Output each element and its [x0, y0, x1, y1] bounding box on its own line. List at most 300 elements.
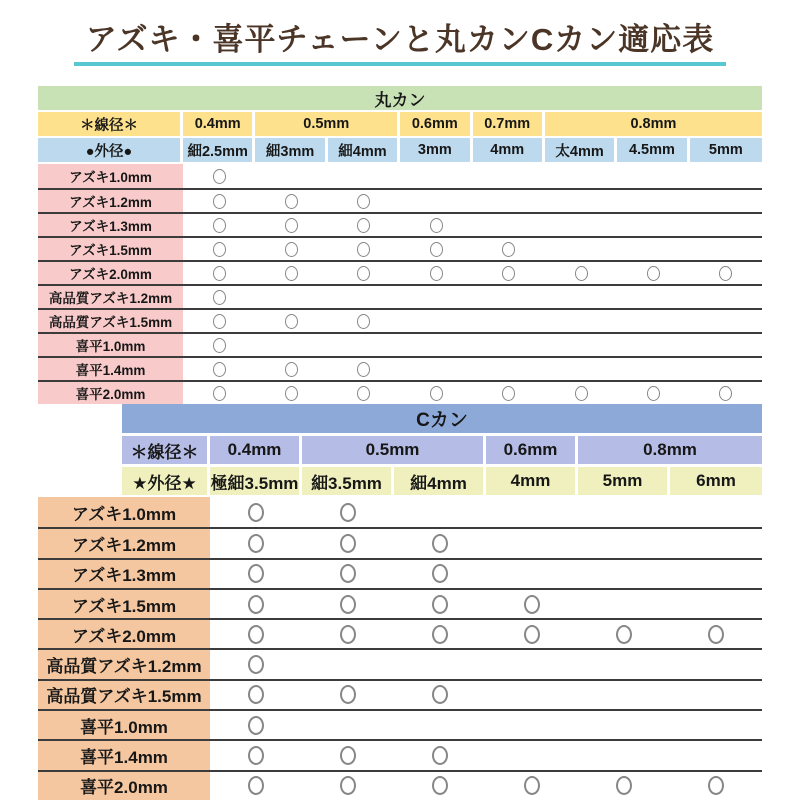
row-data: [210, 681, 762, 709]
compatible-circle-icon: [357, 218, 370, 233]
row-data: [183, 334, 762, 356]
table-row: [38, 497, 762, 527]
c-outer-diameter-row: [122, 467, 762, 495]
compat-cell: [617, 164, 689, 188]
table-row: [38, 558, 762, 588]
row-label: 喜平1.4mm: [38, 741, 210, 769]
compat-cell: [670, 650, 762, 678]
compatible-circle-icon: [340, 746, 356, 765]
row-label: 喜平1.0mm: [38, 334, 183, 356]
compat-cell: [255, 334, 327, 356]
compat-cell: [578, 741, 670, 769]
compat-cell: [400, 262, 472, 284]
compatible-circle-icon: [502, 266, 515, 281]
compat-cell: [183, 164, 255, 188]
compat-cell: [328, 164, 400, 188]
c-table-body: [38, 497, 762, 800]
maru-outer-diameter-cells: [183, 138, 762, 162]
compat-cell: [210, 772, 302, 800]
compatible-circle-icon: [357, 194, 370, 209]
compatible-circle-icon: [213, 338, 226, 353]
compat-cell: [473, 214, 545, 236]
compatible-circle-icon: [502, 386, 515, 401]
compatible-circle-icon: [357, 266, 370, 281]
compat-cell: [302, 529, 394, 557]
row-label: 喜平2.0mm: [38, 382, 183, 404]
compat-cell: [617, 334, 689, 356]
table-row: [38, 332, 762, 356]
compatible-circle-icon: [647, 386, 660, 401]
compat-cell: [210, 711, 302, 739]
compat-cell: [690, 214, 762, 236]
compat-cell: [486, 681, 578, 709]
compat-cell: [255, 358, 327, 380]
compat-cell: [545, 310, 617, 332]
compatible-circle-icon: [524, 595, 540, 614]
maru-outer-diameter-header: ●外径●: [38, 138, 183, 162]
compat-cell: [473, 358, 545, 380]
compatible-circle-icon: [340, 685, 356, 704]
compat-cell: [486, 590, 578, 618]
compatible-circle-icon: [340, 503, 356, 522]
compat-cell: [578, 590, 670, 618]
compatible-circle-icon: [340, 776, 356, 795]
compat-cell: [210, 590, 302, 618]
compatible-circle-icon: [248, 655, 264, 674]
c-wire-diameter-cells: [210, 436, 762, 464]
compat-cell: [400, 214, 472, 236]
row-data: [210, 711, 762, 739]
compatible-circle-icon: [213, 290, 226, 305]
outer-size-cell: 細2.5mm: [183, 138, 255, 162]
compat-cell: [328, 262, 400, 284]
outer-size-cell: 極細3.5mm: [210, 467, 302, 495]
row-label: 喜平1.0mm: [38, 711, 210, 739]
compat-cell: [486, 497, 578, 527]
compat-cell: [670, 497, 762, 527]
compat-cell: [617, 310, 689, 332]
compatible-circle-icon: [357, 242, 370, 257]
wire-size-cell: 0.4mm: [183, 112, 255, 136]
compatible-circle-icon: [524, 625, 540, 644]
compatible-circle-icon: [213, 362, 226, 377]
compat-cell: [394, 741, 486, 769]
compat-cell: [690, 358, 762, 380]
compatible-circle-icon: [708, 625, 724, 644]
compat-cell: [394, 529, 486, 557]
compat-cell: [617, 286, 689, 308]
compatible-circle-icon: [248, 716, 264, 735]
row-label: 高品質アズキ1.5mm: [38, 681, 210, 709]
compat-cell: [183, 190, 255, 212]
compatible-circle-icon: [432, 685, 448, 704]
compat-cell: [473, 382, 545, 404]
compat-cell: [255, 382, 327, 404]
row-data: [210, 741, 762, 769]
compat-cell: [473, 310, 545, 332]
compat-cell: [545, 214, 617, 236]
compatible-circle-icon: [248, 776, 264, 795]
compat-cell: [302, 772, 394, 800]
compatible-circle-icon: [430, 218, 443, 233]
table-row: [38, 260, 762, 284]
compatible-circle-icon: [213, 194, 226, 209]
row-data: [183, 262, 762, 284]
compat-cell: [617, 262, 689, 284]
compat-cell: [183, 382, 255, 404]
c-kan-table-title: Cカン: [122, 404, 762, 433]
compat-cell: [690, 238, 762, 260]
compat-cell: [486, 620, 578, 648]
compat-cell: [394, 560, 486, 588]
compatible-circle-icon: [524, 776, 540, 795]
compat-cell: [400, 164, 472, 188]
compat-cell: [545, 238, 617, 260]
row-data: [210, 590, 762, 618]
compat-cell: [400, 286, 472, 308]
compatible-circle-icon: [213, 266, 226, 281]
table-row: [38, 284, 762, 308]
compat-cell: [545, 358, 617, 380]
compatible-circle-icon: [708, 776, 724, 795]
compat-cell: [670, 711, 762, 739]
outer-size-cell: 太4mm: [545, 138, 617, 162]
compat-cell: [617, 382, 689, 404]
compat-cell: [670, 681, 762, 709]
compat-cell: [183, 358, 255, 380]
compat-cell: [545, 164, 617, 188]
maru-kan-table-title: 丸カン: [38, 86, 762, 110]
compat-cell: [578, 497, 670, 527]
wire-size-cell: 0.5mm: [302, 436, 486, 464]
table-row: [38, 648, 762, 678]
compatible-circle-icon: [248, 625, 264, 644]
row-label: アズキ1.5mm: [38, 590, 210, 618]
compatible-circle-icon: [285, 386, 298, 401]
compat-cell: [183, 310, 255, 332]
compatible-circle-icon: [285, 194, 298, 209]
compat-cell: [302, 681, 394, 709]
compat-cell: [545, 382, 617, 404]
compatible-circle-icon: [575, 386, 588, 401]
compat-cell: [670, 772, 762, 800]
compat-cell: [486, 711, 578, 739]
compat-cell: [302, 560, 394, 588]
compat-cell: [486, 529, 578, 557]
table-row: [38, 709, 762, 739]
table-row: [38, 188, 762, 212]
table-row: [38, 679, 762, 709]
compat-cell: [394, 590, 486, 618]
compat-cell: [690, 286, 762, 308]
compat-cell: [328, 310, 400, 332]
compatible-circle-icon: [285, 242, 298, 257]
wire-size-cell: 0.8mm: [545, 112, 762, 136]
compat-cell: [400, 334, 472, 356]
maru-table-body: [38, 164, 762, 404]
compat-cell: [210, 681, 302, 709]
compat-cell: [578, 711, 670, 739]
row-data: [210, 650, 762, 678]
compatible-circle-icon: [616, 776, 632, 795]
c-kan-table: [38, 404, 762, 800]
maru-kan-table: [38, 86, 762, 404]
wire-size-cell: 0.7mm: [473, 112, 545, 136]
compatible-circle-icon: [340, 564, 356, 583]
compat-cell: [486, 650, 578, 678]
compat-cell: [578, 772, 670, 800]
compat-cell: [183, 238, 255, 260]
compat-cell: [473, 286, 545, 308]
compatible-circle-icon: [616, 625, 632, 644]
compat-cell: [255, 164, 327, 188]
compatible-circle-icon: [248, 595, 264, 614]
compat-cell: [545, 286, 617, 308]
compatible-circle-icon: [502, 242, 515, 257]
compatible-circle-icon: [285, 362, 298, 377]
compatible-circle-icon: [248, 564, 264, 583]
compat-cell: [255, 238, 327, 260]
compat-cell: [210, 620, 302, 648]
outer-size-cell: 6mm: [670, 467, 762, 495]
compatible-circle-icon: [213, 314, 226, 329]
compat-cell: [473, 334, 545, 356]
compat-cell: [545, 334, 617, 356]
compat-cell: [617, 190, 689, 212]
compatible-circle-icon: [647, 266, 660, 281]
row-data: [210, 620, 762, 648]
compat-cell: [394, 650, 486, 678]
compat-cell: [578, 620, 670, 648]
compat-cell: [183, 214, 255, 236]
compatible-circle-icon: [357, 386, 370, 401]
outer-size-cell: 4.5mm: [617, 138, 689, 162]
compatible-circle-icon: [432, 776, 448, 795]
compat-cell: [255, 310, 327, 332]
compat-cell: [183, 334, 255, 356]
compat-cell: [400, 382, 472, 404]
row-label: アズキ1.0mm: [38, 164, 183, 188]
compat-cell: [255, 286, 327, 308]
outer-size-cell: 4mm: [486, 467, 578, 495]
compatible-circle-icon: [285, 314, 298, 329]
compatible-circle-icon: [285, 266, 298, 281]
compat-cell: [210, 497, 302, 527]
compat-cell: [473, 190, 545, 212]
compat-cell: [302, 497, 394, 527]
row-data: [210, 529, 762, 557]
outer-size-cell: 細3.5mm: [302, 467, 394, 495]
table-row: [38, 618, 762, 648]
outer-size-cell: 4mm: [473, 138, 545, 162]
table-row: [38, 770, 762, 800]
row-data: [183, 382, 762, 404]
compat-cell: [690, 334, 762, 356]
row-label: アズキ2.0mm: [38, 262, 183, 284]
row-data: [183, 214, 762, 236]
maru-wire-diameter-row: [38, 112, 762, 136]
compat-cell: [210, 650, 302, 678]
compat-cell: [617, 214, 689, 236]
compatible-circle-icon: [575, 266, 588, 281]
compatible-circle-icon: [248, 746, 264, 765]
table-row: [38, 212, 762, 236]
compatible-circle-icon: [357, 362, 370, 377]
table-row: [38, 308, 762, 332]
compat-cell: [400, 190, 472, 212]
row-data: [183, 358, 762, 380]
compat-cell: [302, 741, 394, 769]
compatible-circle-icon: [432, 564, 448, 583]
compat-cell: [394, 497, 486, 527]
row-data: [183, 310, 762, 332]
outer-size-cell: 細4mm: [328, 138, 400, 162]
wire-size-cell: 0.8mm: [578, 436, 762, 464]
compatible-circle-icon: [213, 242, 226, 257]
compat-cell: [578, 529, 670, 557]
c-outer-diameter-header: ★外径★: [122, 467, 210, 495]
maru-wire-diameter-cells: [183, 112, 762, 136]
compatible-circle-icon: [248, 503, 264, 522]
compatible-circle-icon: [430, 266, 443, 281]
table-row: [38, 588, 762, 618]
compat-cell: [328, 382, 400, 404]
compat-cell: [394, 772, 486, 800]
outer-size-cell: 3mm: [400, 138, 472, 162]
row-label: アズキ1.3mm: [38, 560, 210, 588]
compat-cell: [670, 560, 762, 588]
compat-cell: [302, 711, 394, 739]
compat-cell: [255, 190, 327, 212]
compat-cell: [690, 190, 762, 212]
compat-cell: [670, 741, 762, 769]
compat-cell: [617, 358, 689, 380]
row-label: アズキ1.2mm: [38, 529, 210, 557]
compatible-circle-icon: [719, 386, 732, 401]
row-label: 喜平2.0mm: [38, 772, 210, 800]
compat-cell: [690, 164, 762, 188]
row-label: 高品質アズキ1.2mm: [38, 286, 183, 308]
row-data: [210, 497, 762, 527]
maru-wire-diameter-header: ＊線径＊: [38, 112, 183, 136]
compat-cell: [183, 286, 255, 308]
compat-cell: [255, 214, 327, 236]
compat-cell: [400, 310, 472, 332]
wire-size-cell: 0.5mm: [255, 112, 400, 136]
page-header: [0, 14, 800, 66]
maru-outer-diameter-row: [38, 138, 762, 162]
compat-cell: [328, 214, 400, 236]
c-outer-diameter-cells: [210, 467, 762, 495]
compat-cell: [545, 262, 617, 284]
compatible-circle-icon: [213, 218, 226, 233]
page-title: アズキ・喜平チェーンと丸カンCカン適応表: [74, 14, 727, 66]
row-label: アズキ1.2mm: [38, 190, 183, 212]
row-data: [183, 286, 762, 308]
table-row: [38, 739, 762, 769]
compatible-circle-icon: [248, 534, 264, 553]
compat-cell: [302, 620, 394, 648]
row-label: アズキ1.0mm: [38, 497, 210, 527]
compat-cell: [328, 238, 400, 260]
row-data: [183, 238, 762, 260]
compatible-circle-icon: [340, 595, 356, 614]
compat-cell: [617, 238, 689, 260]
compat-cell: [545, 190, 617, 212]
outer-size-cell: 細3mm: [255, 138, 327, 162]
compatible-circle-icon: [432, 625, 448, 644]
compatible-circle-icon: [357, 314, 370, 329]
compat-cell: [210, 529, 302, 557]
compat-cell: [690, 382, 762, 404]
compat-cell: [210, 741, 302, 769]
compat-cell: [302, 650, 394, 678]
compat-cell: [670, 529, 762, 557]
table-row: [38, 527, 762, 557]
compat-cell: [473, 262, 545, 284]
compat-cell: [578, 650, 670, 678]
compat-cell: [328, 286, 400, 308]
compat-cell: [690, 262, 762, 284]
row-data: [183, 164, 762, 188]
compat-cell: [400, 238, 472, 260]
compatible-circle-icon: [432, 746, 448, 765]
compat-cell: [578, 681, 670, 709]
compatible-circle-icon: [213, 386, 226, 401]
c-wire-diameter-header: ＊線径＊: [122, 436, 210, 464]
outer-size-cell: 細4mm: [394, 467, 486, 495]
compat-cell: [255, 262, 327, 284]
row-label: アズキ1.5mm: [38, 238, 183, 260]
table-row: [38, 164, 762, 188]
compat-cell: [328, 358, 400, 380]
compat-cell: [690, 310, 762, 332]
outer-size-cell: 5mm: [578, 467, 670, 495]
compatible-circle-icon: [432, 534, 448, 553]
compat-cell: [578, 560, 670, 588]
compat-cell: [328, 190, 400, 212]
compat-cell: [183, 262, 255, 284]
row-label: 高品質アズキ1.5mm: [38, 310, 183, 332]
wire-size-cell: 0.6mm: [486, 436, 578, 464]
row-label: アズキ1.3mm: [38, 214, 183, 236]
compatible-circle-icon: [340, 534, 356, 553]
compat-cell: [394, 620, 486, 648]
c-wire-diameter-row: [122, 436, 762, 464]
compatible-circle-icon: [430, 386, 443, 401]
compatible-circle-icon: [248, 685, 264, 704]
row-label: 高品質アズキ1.2mm: [38, 650, 210, 678]
compatible-circle-icon: [285, 218, 298, 233]
row-data: [210, 560, 762, 588]
compat-cell: [670, 590, 762, 618]
compatible-circle-icon: [719, 266, 732, 281]
table-row: [38, 380, 762, 404]
compat-cell: [486, 772, 578, 800]
compat-cell: [400, 358, 472, 380]
row-data: [183, 190, 762, 212]
table-row: [38, 356, 762, 380]
row-label: アズキ2.0mm: [38, 620, 210, 648]
compat-cell: [302, 590, 394, 618]
compat-cell: [394, 711, 486, 739]
compatible-circle-icon: [340, 625, 356, 644]
compat-cell: [328, 334, 400, 356]
wire-size-cell: 0.4mm: [210, 436, 302, 464]
row-data: [210, 772, 762, 800]
compat-cell: [473, 164, 545, 188]
compat-cell: [486, 741, 578, 769]
